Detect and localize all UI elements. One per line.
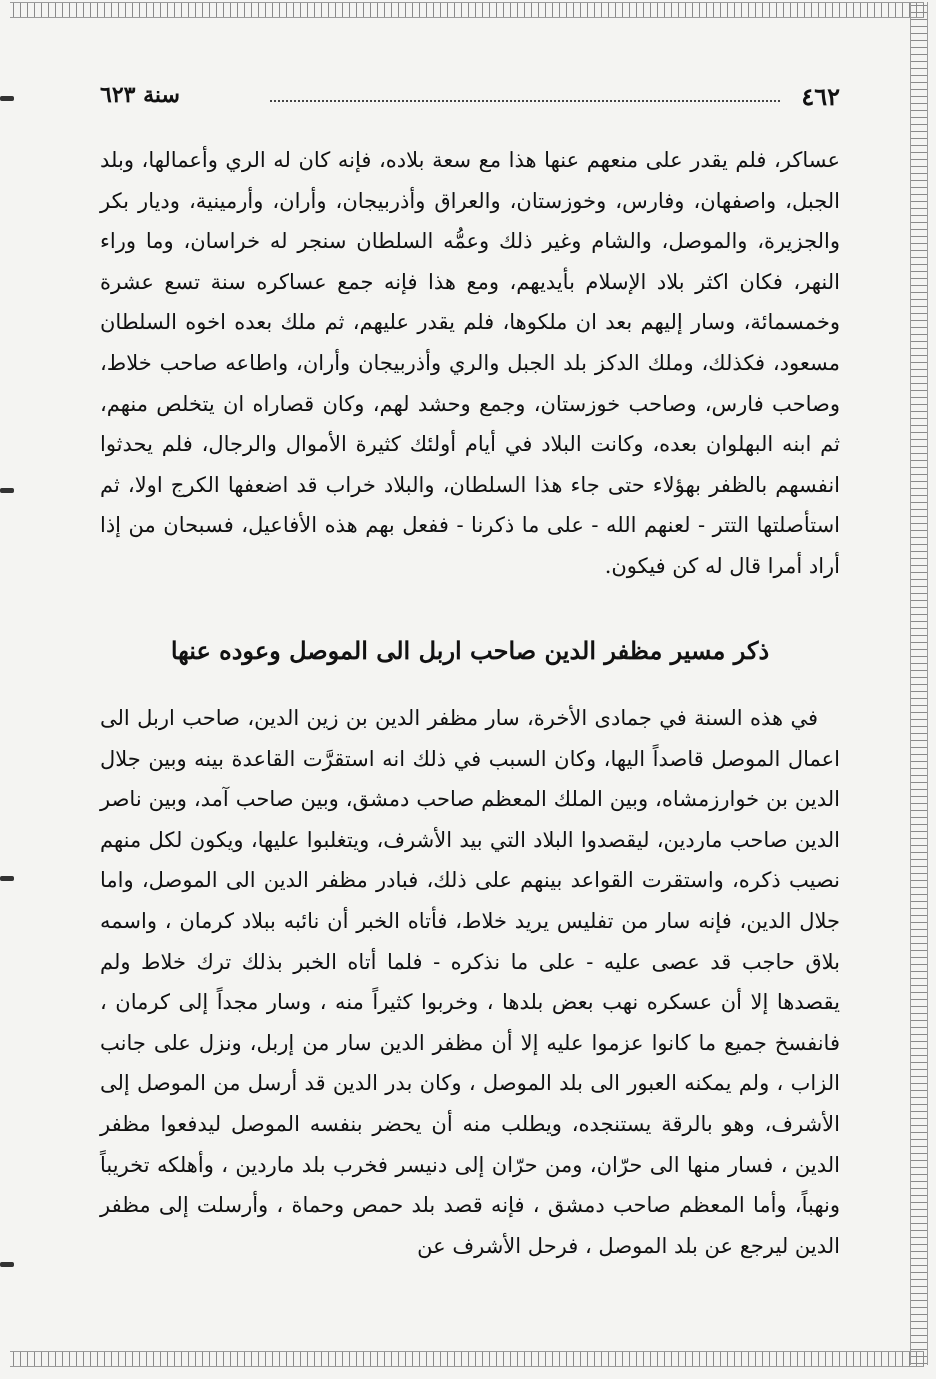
page-number: ٤٦٢: [801, 82, 840, 111]
paragraph-2-text: في هذه السنة في جمادى الأخرة، سار مظفر الدين بن زين الدين، صاحب اربل الى اعمال الموصل قاصداً اليها، وكان السبب في ذلك انه استقرَّت القاعدة بينه وبين جلال الدين بن خوارزمشاه، وبين الملك المعظم صاحب دمشق، وبين صاحب آمد، وبين ناصر الدين صاحب ماردين، ليقصدوا البلاد التي بيد الأشرف، ويتغلبوا عليها، ويكون لكل منهم نصيب ذكره، واستقرت القواعد بينهم على ذلك، فبادر مظفر الدين الى الموصل، واما جلال الدين، فإنه سار من تفليس يريد خلاط، فأتاه الخبر أن نائبه ببلاد كرمان ، واسمه بلاق حاجب قد عصى عليه - على ما نذكره - فلما أتاه الخبر بذلك ترك خلاط ولم يقصدها إلا أن عسكره نهب بعض بلدها ، وخربوا كثيراً منه ، وسار مجداً إلى كرمان ، فانفسخ جميع ما كانوا عزموا عليه إلا أن مظفر الدين سار من إربل، ونزل على جانب الزاب ، ولم يمكنه العبور الى بلد الموصل ، وكان بدر الدين قد أرسل من الموصل إلى الأشرف، وهو بالرقة يستنجده، ويطلب منه أن يحضر بنفسه الموصل ليدفعوا مظفر الدين ، فسار منها الى حرّان، ومن حرّان إلى دنيسر فخرب بلد ماردين ، وأهلكه تخريباً ونهباً، وأما المعظم صاحب دمشق ، فإنه قصد بلد حمص وحماة ، وأرسلت إلى مظفر الدين ليرجع عن بلد الموصل ، فرحل الأشرف عن: [100, 706, 840, 1258]
paragraph-1: [100, 140, 840, 587]
paragraph-2: [100, 698, 840, 1266]
decorative-border-right: [910, 2, 928, 1365]
decorative-border-top: [10, 2, 924, 18]
paragraph-1-text: عساكر، فلم يقدر على منعهم عنها هذا مع سعة بلاده، فإنه كان له الري وأعمالها، وبلد الجبل، واصفهان، وفارس، وخوزستان، والعراق وأذربيجان، وأران، وأرمينية، وديار بكر والجزيرة، والموصل، والشام وغير ذلك وعمُّه السلطان سنجر له خراسان، وما وراء النهر، فكان اكثر بلاد الإسلام بأيديهم، ومع هذا فإنه جمع عساكره سنة تسع عشرة وخمسمائة، وسار إليهم بعد ان ملكوها، فلم يقدر عليهم، ثم ملك بعده اخوه السلطان مسعود، فكذلك، وملك الدكز بلد الجبل والري وأذربيجان وأران، واطاعه صاحب خلاط، وصاحب فارس، وصاحب خوزستان، وجمع وحشد لهم، وكان قصاراه ان يتخلص منهم، ثم ابنه البهلوان بعده، وكانت البلاد في أيام أولئك كثيرة الأموال والرجال، فلم يحدثوا انفسهم بالظفر بهؤلاء حتى جاء هذا السلطان، والبلاد خراب قد اضعفها الكرج اولا، ثم استأصلتها التتر - لعنهم الله - على ما ذكرنا - ففعل بهم هذه الأفاعيل، فسبحان من إذا أراد أمرا قال له كن فيكون.: [100, 148, 840, 578]
margin-mark: [0, 96, 14, 101]
header-dotted-leader: [270, 100, 780, 102]
margin-mark: [0, 488, 14, 493]
section-title: ذكر مسير مظفر الدين صاحب اربل الى الموصل وعوده عنها: [170, 636, 770, 665]
page-header: [100, 82, 840, 116]
margin-mark: [0, 876, 14, 881]
running-head-year: سنة ٦٢٣: [100, 82, 180, 108]
margin-mark: [0, 1262, 14, 1267]
decorative-border-bottom: [10, 1351, 924, 1367]
